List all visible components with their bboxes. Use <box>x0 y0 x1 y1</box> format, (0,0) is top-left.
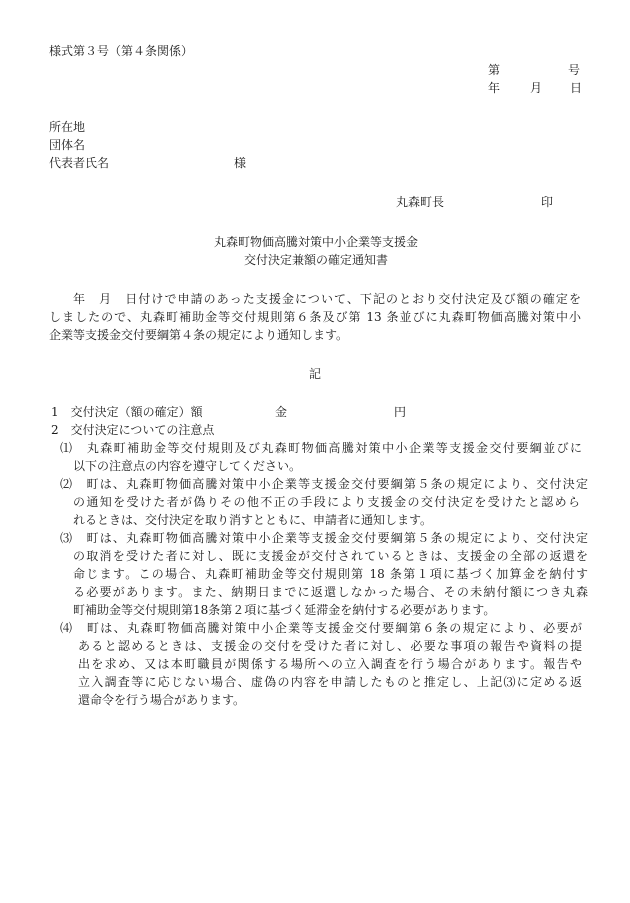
document-title-line1: 丸森町物価高騰対策中小企業等支援金 <box>213 235 418 249</box>
note-4-line-4: 立入調査等に応じない場合、虚偽の内容を申請したものと推定し、上記⑶に定める返 <box>78 675 582 689</box>
note-3-line-2: の取消を受けた者に対し、既に支援金が交付されているときは、支援金の全部の返還を <box>73 549 588 563</box>
document-number-label: 第 <box>488 63 501 77</box>
note-3-line-3: 命じます。この場合、丸森町補助金等交付規則第 18 条第１項に基づく加算金を納付す <box>73 567 588 581</box>
sender-title: 丸森町長 <box>396 195 445 209</box>
note-3-line-4: る必要があります。また、納期日までに返還しなかった場合、その未納付額につき丸森 <box>73 585 588 599</box>
note-2-line-1: ⑵ 町は、丸森町物価高騰対策中小企業等支援金交付要綱第５条の規定により、交付決定 <box>60 477 588 491</box>
item1-yen: 円 <box>394 405 407 419</box>
note-2-line-3: れるときは、交付決定を取り消すとともに、申請者に通知します。 <box>73 513 433 527</box>
note-4-line-3: 出を求め、又は本町職員が関係する場所への立入調査を行う場合があります。報告や <box>78 657 582 671</box>
sender-seal: 印 <box>541 195 554 209</box>
recipient-organization-label: 団体名 <box>49 138 86 152</box>
note-4-line-2: あると認めるときは、支援金の交付を受けた者に対し、必要な事項の報告や資料の提 <box>78 639 582 653</box>
item1-label: 1 交付決定（額の確定）額 <box>51 405 203 419</box>
document-number-suffix: 号 <box>568 63 581 77</box>
date-year-label: 年 <box>488 81 501 95</box>
document-title-line2: 交付決定兼額の確定通知書 <box>243 253 388 267</box>
date-day-label: 日 <box>570 81 583 95</box>
note-2-line-2: の通知を受けた者が偽りその他不正の手段により支援金の交付決定を受けたと認めら <box>73 495 580 509</box>
recipient-honorific: 様 <box>234 156 247 170</box>
form-label: 様式第３号（第４条関係） <box>49 44 194 58</box>
note-1-line-1: ⑴ 丸森町補助金等交付規則及び丸森町物価高騰対策中小企業等支援金交付要綱並びに <box>60 441 582 455</box>
recipient-representative-label: 代表者氏名 <box>49 156 110 170</box>
note-4-line-1: ⑷ 町は、丸森町物価高騰対策中小企業等支援金交付要綱第６条の規定により、必要が <box>60 621 582 635</box>
intro-line-2: しましたので、丸森町補助金等交付規則第６条及び第 13 条並びに丸森町物価高騰対策中小 <box>49 310 581 324</box>
intro-line-3: 企業等支援金交付要綱第４条の規定により通知します。 <box>49 328 349 342</box>
note-3-line-5: 町補助金等交付規則第18条第２項に基づく延滞金を納付する必要があります。 <box>73 603 496 617</box>
note-1-line-2: 以下の注意点の内容を遵守してください。 <box>73 459 302 473</box>
item1-kin: 金 <box>275 405 288 419</box>
recipient-address-label: 所在地 <box>49 120 86 134</box>
intro-line-1: 年 月 日付けで申請のあった支援金について、下記のとおり交付決定及び額の確定を <box>73 292 581 306</box>
ki-heading: 記 <box>308 367 321 381</box>
date-month-label: 月 <box>530 81 543 95</box>
note-3-line-1: ⑶ 町は、丸森町物価高騰対策中小企業等支援金交付要綱第５条の規定により、交付決定 <box>60 531 588 545</box>
item2-label: 2 交付決定についての注意点 <box>51 423 215 437</box>
note-4-line-5: 還命令を行う場合があります。 <box>78 693 246 707</box>
